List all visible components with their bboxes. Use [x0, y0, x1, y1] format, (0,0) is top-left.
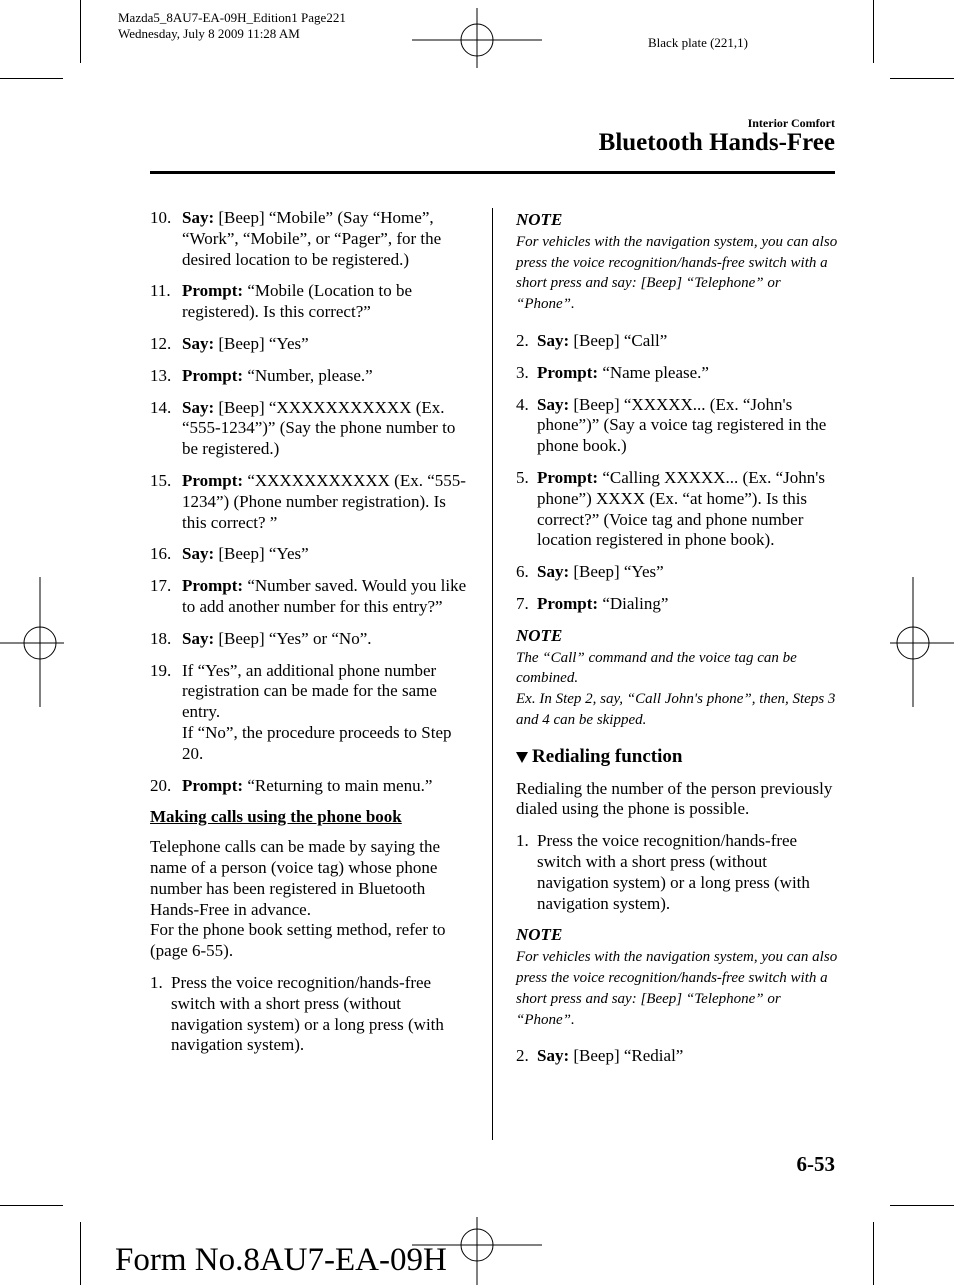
crop-mark	[80, 1222, 81, 1285]
registration-mark-icon	[412, 8, 542, 68]
note-title: NOTE	[516, 925, 563, 945]
crop-mark	[890, 78, 954, 79]
crop-mark	[80, 0, 81, 63]
list-item: 14. Say: [Beep] “XXXXXXXXXXX (Ex. “555-1234”)” (Say the phone number to be registered.)	[150, 397, 456, 459]
note-body: For vehicles with the navigation system, you can also press the voice recognition/hands-free switch with a short press and say: [Beep] “Telephone” or “Phone”.	[516, 949, 838, 1028]
note-body: The “Call” command and the voice tag can be combined. Ex. In Step 2, say, “Call John's phone”, then, Steps 3 and 4 can be skipped.	[516, 649, 836, 728]
form-number: Form No.8AU7-EA-09H	[115, 1242, 447, 1278]
list-item: 5. Prompt: “Calling XXXXX... (Ex. “John's phone”) XXXX (Ex. “at home”). Is this correct?” (Voice tag and phone number location registered in phone book).	[516, 467, 825, 550]
column-divider	[492, 208, 493, 1140]
crop-mark	[873, 1222, 874, 1285]
crop-mark	[873, 0, 874, 63]
list-item: 13. Prompt: “Number, please.”	[150, 365, 373, 385]
list-item: 7. Prompt: “Dialing”	[516, 593, 669, 613]
file-line: Mazda5_8AU7-EA-09H_Edition1 Page221	[118, 10, 346, 25]
list-item: 4. Say: [Beep] “XXXXX... (Ex. “John's phone”)” (Say a voice tag registered in the phone book.)	[516, 394, 827, 456]
left-column	[150, 208, 470, 1067]
paragraph: Redialing the number of the person previously dialed using the phone is possible.	[516, 778, 833, 819]
note-title: NOTE	[516, 625, 563, 645]
subheading: Making calls using the phone book	[150, 807, 402, 827]
list-item: 16. Say: [Beep] “Yes”	[150, 544, 309, 564]
right-column	[516, 210, 838, 1078]
list-item: 20. Prompt: “Returning to main menu.”	[150, 775, 433, 795]
registration-mark-icon	[0, 577, 64, 707]
triangle-down-icon	[516, 752, 528, 763]
date-line: Wednesday, July 8 2009 11:28 AM	[118, 26, 300, 41]
list-item: 18. Say: [Beep] “Yes” or “No”.	[150, 628, 372, 648]
file-info	[118, 10, 346, 42]
note-title: NOTE	[516, 210, 563, 229]
page-number: 6-53	[796, 1152, 835, 1176]
paragraph: Telephone calls can be made by saying the name of a person (voice tag) whose phone number has been registered in Bluetooth Hands-Free in advance. For the phone book setting method, refer to (page 6-55).	[150, 837, 446, 961]
list-item: 2. Say: [Beep] “Redial”	[516, 1046, 684, 1066]
crop-mark	[890, 1205, 954, 1206]
list-item: 19. If “Yes”, an additional phone number registration can be made for the same entry. If “No”, the procedure proceeds to Step 20.	[150, 660, 452, 763]
plate-label: Black plate (221,1)	[648, 35, 748, 50]
registration-mark-icon	[890, 577, 954, 707]
section-title: Bluetooth Hands-Free	[598, 129, 835, 156]
list-item: 6. Say: [Beep] “Yes”	[516, 562, 664, 582]
header-rule	[150, 171, 835, 174]
list-item: 12. Say: [Beep] “Yes”	[150, 333, 309, 353]
list-item: 11. Prompt: “Mobile (Location to be registered). Is this correct?”	[150, 281, 413, 322]
list-item: 1. Press the voice recognition/hands-free switch with a short press (without navigation system) or a long press (with navigation system).	[516, 831, 810, 913]
list-item: 2. Say: [Beep] “Call”	[516, 330, 668, 350]
list-item: 17. Prompt: “Number saved. Would you like to add another number for this entry?”	[150, 576, 467, 616]
crop-mark	[0, 78, 63, 79]
note-body: For vehicles with the navigation system, you can also press the voice recognition/hands-free switch with a short press and say: [Beep] “Telephone” or “Phone”.	[516, 233, 838, 313]
list-item: 1. Press the voice recognition/hands-free switch with a short press (without navigation system) or a long press (with navigation system).	[150, 972, 444, 1055]
crop-mark	[0, 1205, 63, 1206]
list-item: 15. Prompt: “XXXXXXXXXXX (Ex. “555-1234”) (Phone number registration). Is this correct? ”	[150, 470, 466, 532]
list-item: 10. Say: [Beep] “Mobile” (Say “Home”, “Work”, “Mobile”, or “Pager”, for the desired location to be registered.)	[150, 208, 442, 269]
list-item: 3. Prompt: “Name please.”	[516, 362, 709, 382]
section-label: Interior Comfort	[747, 116, 835, 130]
redial-heading: Redialing function	[516, 747, 838, 768]
